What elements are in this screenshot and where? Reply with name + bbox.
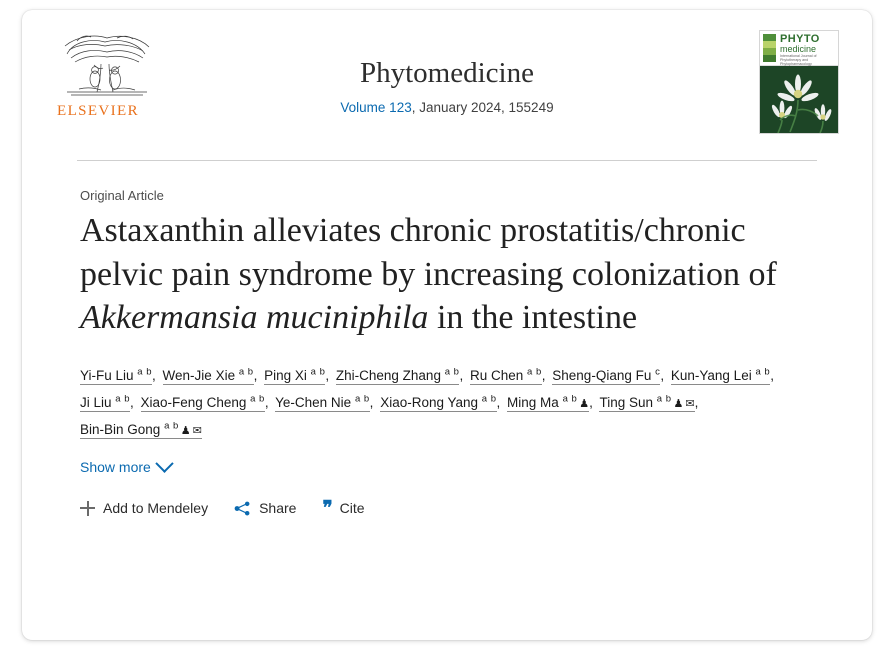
author-icon-person: ♟: [673, 397, 684, 410]
quote-icon: ❞: [322, 497, 332, 519]
share-button[interactable]: [234, 500, 296, 516]
journal-title-block: [22, 58, 872, 115]
cover-masthead: [760, 31, 838, 66]
author-item[interactable]: [599, 395, 694, 412]
author-item[interactable]: [275, 395, 370, 412]
journal-issue-line: [22, 100, 872, 115]
author-icon-envelope[interactable]: ✉: [192, 424, 202, 437]
author-affiliation: a b: [481, 393, 497, 405]
add-to-mendeley-button[interactable]: [80, 500, 208, 516]
author-name: Ming Ma: [507, 394, 559, 410]
author-name: Yi-Fu Liu: [80, 367, 134, 383]
plus-icon: [80, 501, 95, 516]
cite-button[interactable]: [322, 499, 364, 518]
article-card: [22, 10, 872, 640]
title-part-italic: Akkermansia muciniphila: [80, 299, 429, 337]
cover-brand-line2: medicine: [780, 44, 817, 54]
cover-image: [760, 66, 838, 133]
article-type-label: Original Article: [80, 188, 164, 203]
author-name: Ji Liu: [80, 394, 112, 410]
header-divider: [77, 160, 817, 161]
author-affiliation: c: [655, 366, 661, 378]
author-item[interactable]: [163, 368, 254, 385]
author-list: Yi-Fu Liu $^{a b}$, Wen-Jie Xie $^{a b}$, Ping Xi $^{a b}$, Zhi-Cheng Zhang $^{a b}$, Ru Chen $^{a b}$, Sheng-Qiang Fu $^c$, Kun-Yang Lei $^{a b}$, Ji Liu $^{a b}$, Xiao-Feng Cheng $^{a b}$, Ye-Chen Nie $^{a b}$, Xiao-Rong Yang $^{a b}$, Ming Ma $^{a b}$ ♟, Ting Sun $^{a b}$ ♟ ✉, Bin-Bin Gong $^{a b}$ ♟ ✉: [80, 366, 774, 437]
cover-color-bar-icon: [763, 34, 776, 62]
author-name: Xiao-Rong Yang: [380, 394, 479, 410]
author-affiliation: a b: [755, 366, 771, 378]
author-affiliation: a b: [137, 366, 153, 378]
cover-tagline: International Journal of Phytotherapy and Phytopharmacology: [780, 54, 817, 66]
page-title: [80, 209, 780, 340]
journal-header: [22, 10, 872, 150]
journal-issue-info: , January 2024, 155249: [411, 99, 554, 115]
author-icon-person: ♟: [180, 424, 191, 437]
author-name: Ting Sun: [599, 394, 653, 410]
show-more-label: Show more: [80, 458, 151, 475]
author-name: Sheng-Qiang Fu: [552, 367, 652, 383]
cover-flower-icon: [760, 66, 838, 133]
title-part-3: in the intestine: [428, 299, 638, 337]
author-affiliation: a b: [656, 393, 672, 405]
author-item[interactable]: [380, 395, 496, 412]
author-icon-person: ♟: [579, 397, 590, 410]
journal-cover-thumbnail[interactable]: [759, 30, 839, 134]
author-affiliation: a b: [115, 393, 130, 405]
article-body: [80, 188, 814, 518]
author-item[interactable]: [80, 422, 202, 439]
author-affiliation: a b: [164, 420, 179, 432]
title-part-1: Astaxanthin alleviates chronic prostatitis/chronic pelvic pain syndrome by increasing colonization of: [80, 212, 777, 293]
author-item[interactable]: [507, 395, 589, 412]
share-icon: [234, 501, 251, 516]
author-name: Ru Chen: [469, 367, 524, 383]
journal-title: Phytomedicine: [360, 57, 534, 89]
author-item[interactable]: [336, 368, 460, 385]
author-name: Wen-Jie Xie: [162, 367, 236, 383]
author-affiliation: a b: [354, 393, 370, 405]
author-item[interactable]: [80, 395, 130, 412]
author-affiliation: a b: [238, 366, 254, 378]
elsevier-wordmark: ELSEVIER: [57, 103, 140, 119]
journal-volume-link[interactable]: Volume 123: [340, 99, 412, 115]
author-affiliation: a b: [250, 393, 265, 405]
author-item[interactable]: [552, 368, 660, 385]
author-item[interactable]: [141, 395, 265, 412]
author-affiliation: a b: [310, 366, 326, 378]
author-name: Bin-Bin Gong: [80, 421, 161, 437]
author-item[interactable]: [671, 368, 770, 385]
author-item[interactable]: [470, 368, 542, 385]
cite-label: Cite: [339, 500, 365, 517]
author-name: Kun-Yang Lei: [670, 367, 752, 383]
author-affiliation: a b: [562, 393, 578, 405]
author-name: Zhi-Cheng Zhang: [335, 367, 441, 383]
share-label: Share: [259, 500, 297, 517]
cover-brand-line1: PHYTO: [780, 33, 820, 45]
add-to-mendeley-label: Add to Mendeley: [103, 500, 209, 517]
article-action-bar: [80, 499, 814, 518]
author-item[interactable]: [80, 368, 152, 385]
author-affiliation: a b: [527, 366, 542, 378]
author-item[interactable]: [264, 368, 325, 385]
show-more-button[interactable]: [80, 459, 171, 475]
author-name: Ye-Chen Nie: [275, 394, 352, 410]
chevron-down-icon: [155, 455, 173, 473]
author-name: Ping Xi: [264, 367, 307, 383]
author-name: Xiao-Feng Cheng: [140, 394, 247, 410]
author-icon-envelope[interactable]: ✉: [685, 397, 695, 410]
author-affiliation: a b: [444, 366, 460, 378]
